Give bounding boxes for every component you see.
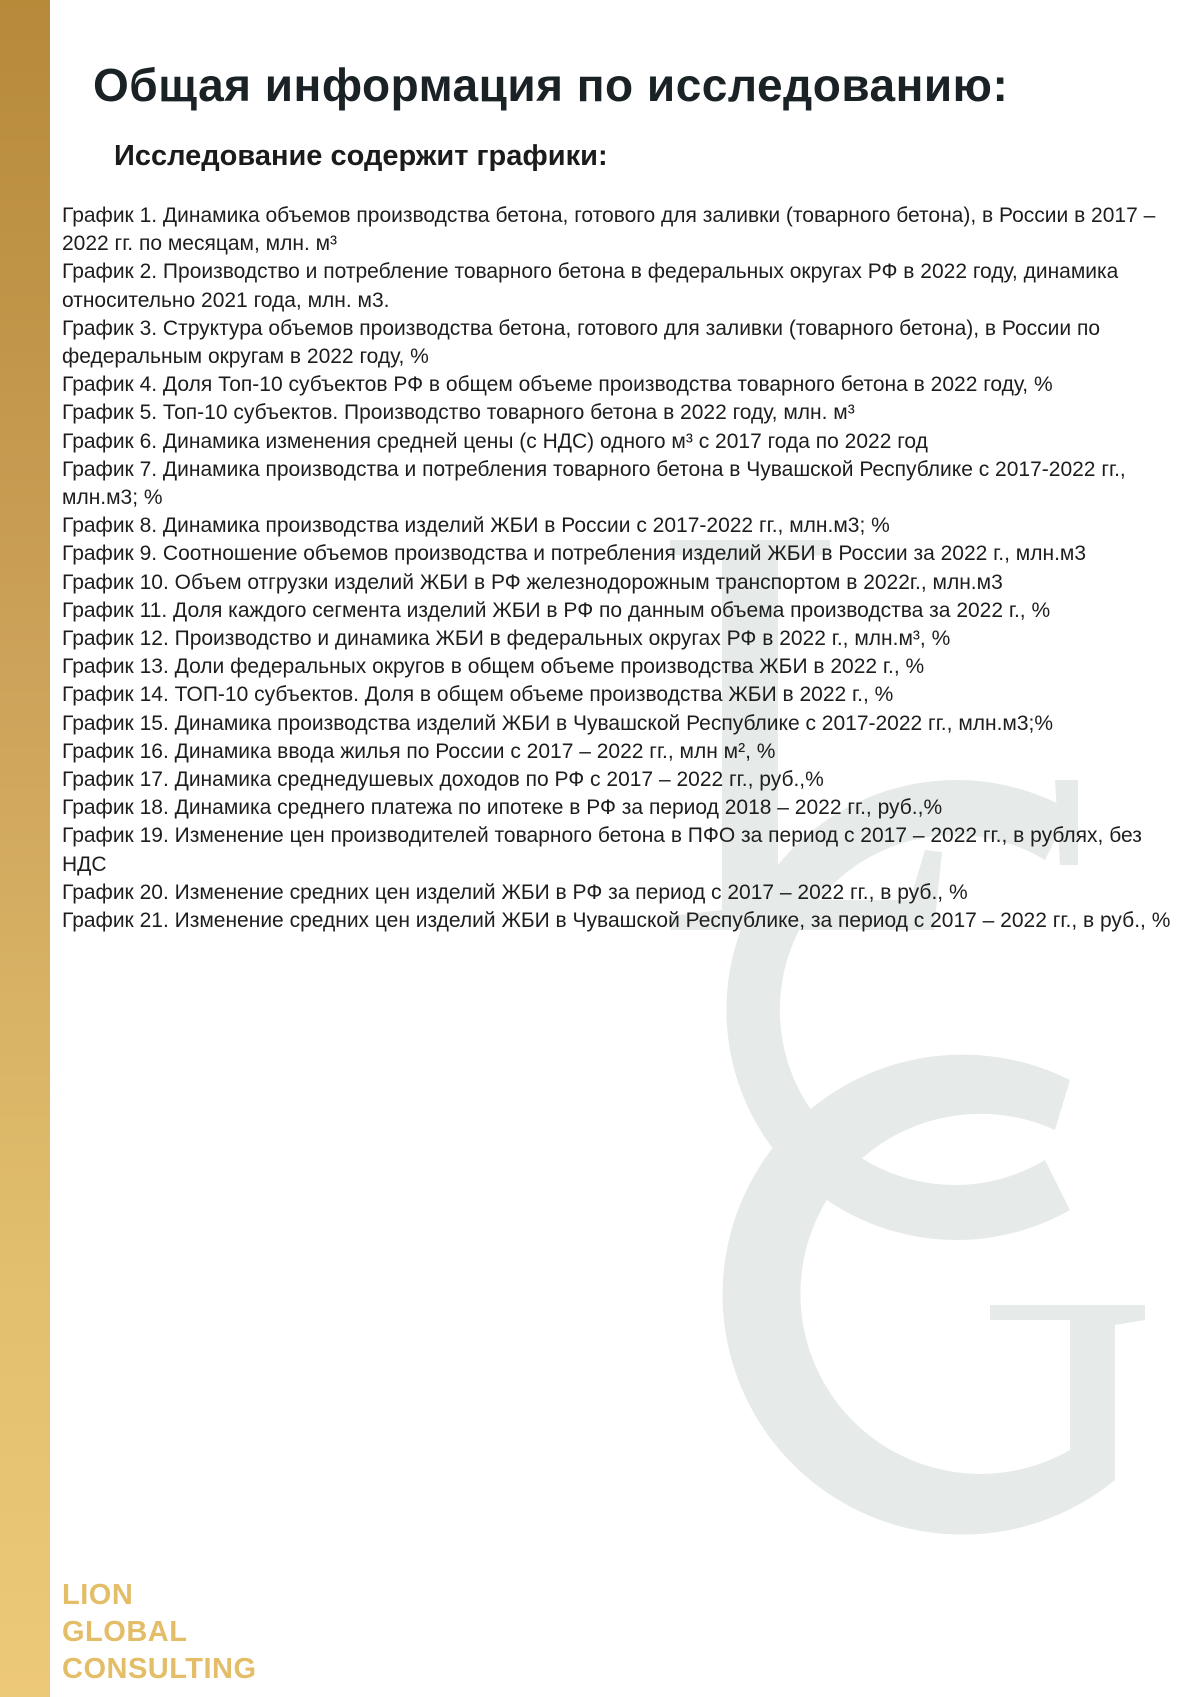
list-item: График 10. Объем отгрузки изделий ЖБИ в РФ железнодорожным транспортом в 2022г., млн.м3 — [62, 570, 1003, 594]
brand-logo-text — [62, 1577, 257, 1688]
list-item: График 3. Структура объемов производства бетона, готового для заливки (товарного бетона), в России по федеральным округам в 2022 году, % — [62, 316, 1101, 369]
list-item: График 14. ТОП-10 субъектов. Доля в общем объеме производства ЖБИ в 2022 г., % — [62, 683, 894, 707]
list-item: График 13. Доли федеральных округов в общем объеме производства ЖБИ в 2022 г., % — [62, 655, 925, 679]
brand-line-1: LION — [62, 1579, 134, 1611]
list-item: График 9. Соотношение объемов производства и потребления изделий ЖБИ в России за 2022 г., млн.м3 — [62, 542, 1087, 566]
list-item: График 7. Динамика производства и потребления товарного бетона в Чувашской Республике с 2017-2022 гг., млн.м3; % — [62, 457, 1126, 510]
list-item: График 19. Изменение цен производителей товарного бетона в ПФО за период с 2017 – 2022 гг., в рублях, без НДС — [62, 824, 1142, 876]
list-item: График 5. Топ-10 субъектов. Производство товарного бетона в 2022 году, млн. м³ — [62, 401, 855, 425]
brand-line-2: GLOBAL — [62, 1616, 188, 1648]
brand-line-3: CONSULTING — [62, 1653, 257, 1685]
list-item: График 6. Динамика изменения средней цены (с НДС) одного м³ с 2017 года по 2022 год — [62, 429, 928, 453]
list-item: График 1. Динамика объемов производства бетона, готового для заливки (товарного бетона), в России в 2017 – 2022 гг. по месяцам, млн. м³ — [62, 204, 1156, 256]
list-item: График 17. Динамика среднедушевых доходов по РФ с 2017 – 2022 гг., руб.,% — [62, 768, 824, 792]
list-item: График 11. Доля каждого сегмента изделий ЖБИ в РФ по данным объема производства за 2022 г., % — [62, 598, 1051, 622]
list-item: График 12. Производство и динамика ЖБИ в федеральных округах РФ в 2022 г., млн.м³, % — [62, 627, 951, 651]
chart-list — [62, 202, 1182, 935]
list-item: График 8. Динамика производства изделий ЖБИ в России с 2017-2022 гг., млн.м3; % — [62, 514, 890, 538]
section-subtitle: Исследование содержит графики: — [114, 140, 608, 172]
list-item: График 18. Динамика среднего платежа по ипотеке в РФ за период 2018 – 2022 гг., руб.,% — [62, 796, 943, 820]
gold-sidebar-stripe — [0, 0, 50, 1697]
list-item: График 4. Доля Топ-10 субъектов РФ в общем объеме производства товарного бетона в 2022 году, % — [62, 373, 1053, 397]
page-title: Общая информация по исследованию: — [93, 59, 1009, 111]
list-item: График 20. Изменение средних цен изделий ЖБИ в РФ за период с 2017 – 2022 гг., в руб., % — [62, 880, 968, 904]
list-item: График 15. Динамика производства изделий ЖБИ в Чувашской Республике с 2017-2022 гг., млн.м3;% — [62, 711, 1054, 735]
list-item: График 21. Изменение средних цен изделий ЖБИ в Чувашской Республике, за период с 2017 – 2022 гг., в руб., % — [62, 909, 1171, 933]
list-item: График 16. Динамика ввода жилья по России с 2017 – 2022 гг., млн м², % — [62, 739, 776, 763]
list-item: График 2. Производство и потребление товарного бетона в федеральных округах РФ в 2022 году, динамика относительно 2021 года, млн. м3. — [62, 260, 1119, 312]
